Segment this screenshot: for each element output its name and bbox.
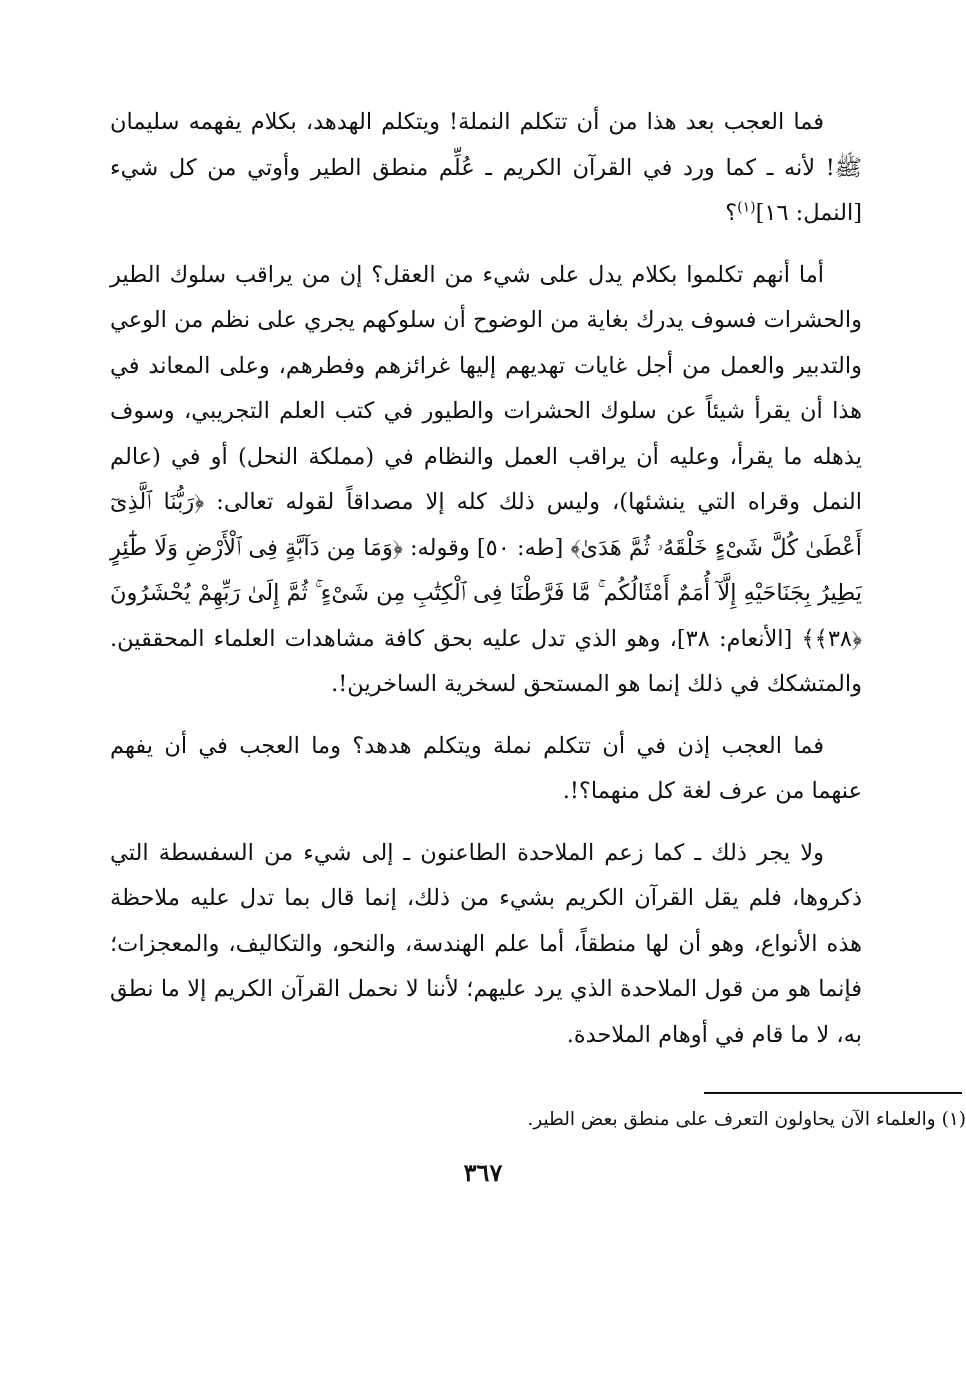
footnote-reference: (١) [737, 199, 756, 216]
paragraph-1 [110, 100, 862, 237]
footnote: (١) والعلماء الآن يحاولون التعرف على منطق بعض الطير. [527, 1109, 966, 1130]
paragraph-3: فما العجب إذن في أن تتكلم نملة ويتكلم هدهد؟ وما العجب في أن يفهم عنهما من عرف لغة كل منهما؟!. [110, 732, 862, 804]
page-body [110, 100, 862, 1058]
paragraph-1-end: ؟ [725, 200, 738, 226]
paragraph-1-text: فما العجب بعد هذا من أن تتكلم النملة! ويتكلم الهدهد، بكلام يفهمه سليمان ﷺ! لأنه ـ كما ورد في القرآن الكريم ـ عُلِّم منطق الطير وأوتي من كل شيء [النمل: ١٦] [110, 109, 862, 226]
page-number: ٣٦٧ [463, 1158, 503, 1187]
paragraph-4: ولا يجر ذلك ـ كما زعم الملاحدة الطاعنون ـ إلى شيء من السفسطة التي ذكروها، فلم يقل القرآن الكريم بشيء من ذلك، إنما قال بما تدل عليه ملاحظة هذه الأنواع، وهو أن لها منطقاً، أما علم الهندسة، والنحو، والتكاليف، والمعجزات؛ فإنما هو من قول الملاحدة الذي يرد عليهم؛ لأننا لا نحمل القرآن الكريم إلا ما نطق به، لا ما قام في أوهام الملاحدة. [110, 839, 862, 1048]
paragraph-2: أما أنهم تكلموا بكلام يدل على شيء من العقل؟ إن من يراقب سلوك الطير والحشرات فسوف يدرك بغاية من الوضوح أن سلوكهم يجري على نظم من الوعي والتدبير والعمل من أجل غايات تهديهم إليها غرائزهم وفطرهم، وعلى المعاند في هذا أن يقرأ شيئاً عن سلوك الحشرات والطيور في كتب العلم التجريبي، وسوف يذهله ما يقرأ، وعليه أن يراقب العمل والنظام في (مملكة النحل) أو في (عالم النمل وقراه التي ينشئها)، وليس ذلك كله إلا مصداقاً لقوله تعالى: ﴿رَبُّنَا ٱلَّذِىٓ أَعْطَىٰ كُلَّ شَىْءٍ خَلْقَهُۥ ثُمَّ هَدَىٰ﴾ [طه: ٥٠] وقوله: ﴿وَمَا مِن دَآبَّةٍ فِى ٱلْأَرْضِ وَلَا طَٰٓئِرٍ يَطِيرُ بِجَنَاحَيْهِ إِلَّآ أُمَمٌ أَمْثَالُكُم ۚ مَّا فَرَّطْنَا فِى ٱلْكِتَٰبِ مِن شَىْءٍ ۚ ثُمَّ إِلَىٰ رَبِّهِمْ يُحْشَرُونَ ﴿٣٨﴾﴾ [الأنعام: ٣٨]، وهو الذي تدل عليه بحق كافة مشاهدات العلماء المحققين. والمتشكك في ذلك إنما هو المستحق لسخرية الساخرين!. [110, 261, 862, 697]
footnote-divider [704, 1092, 962, 1094]
